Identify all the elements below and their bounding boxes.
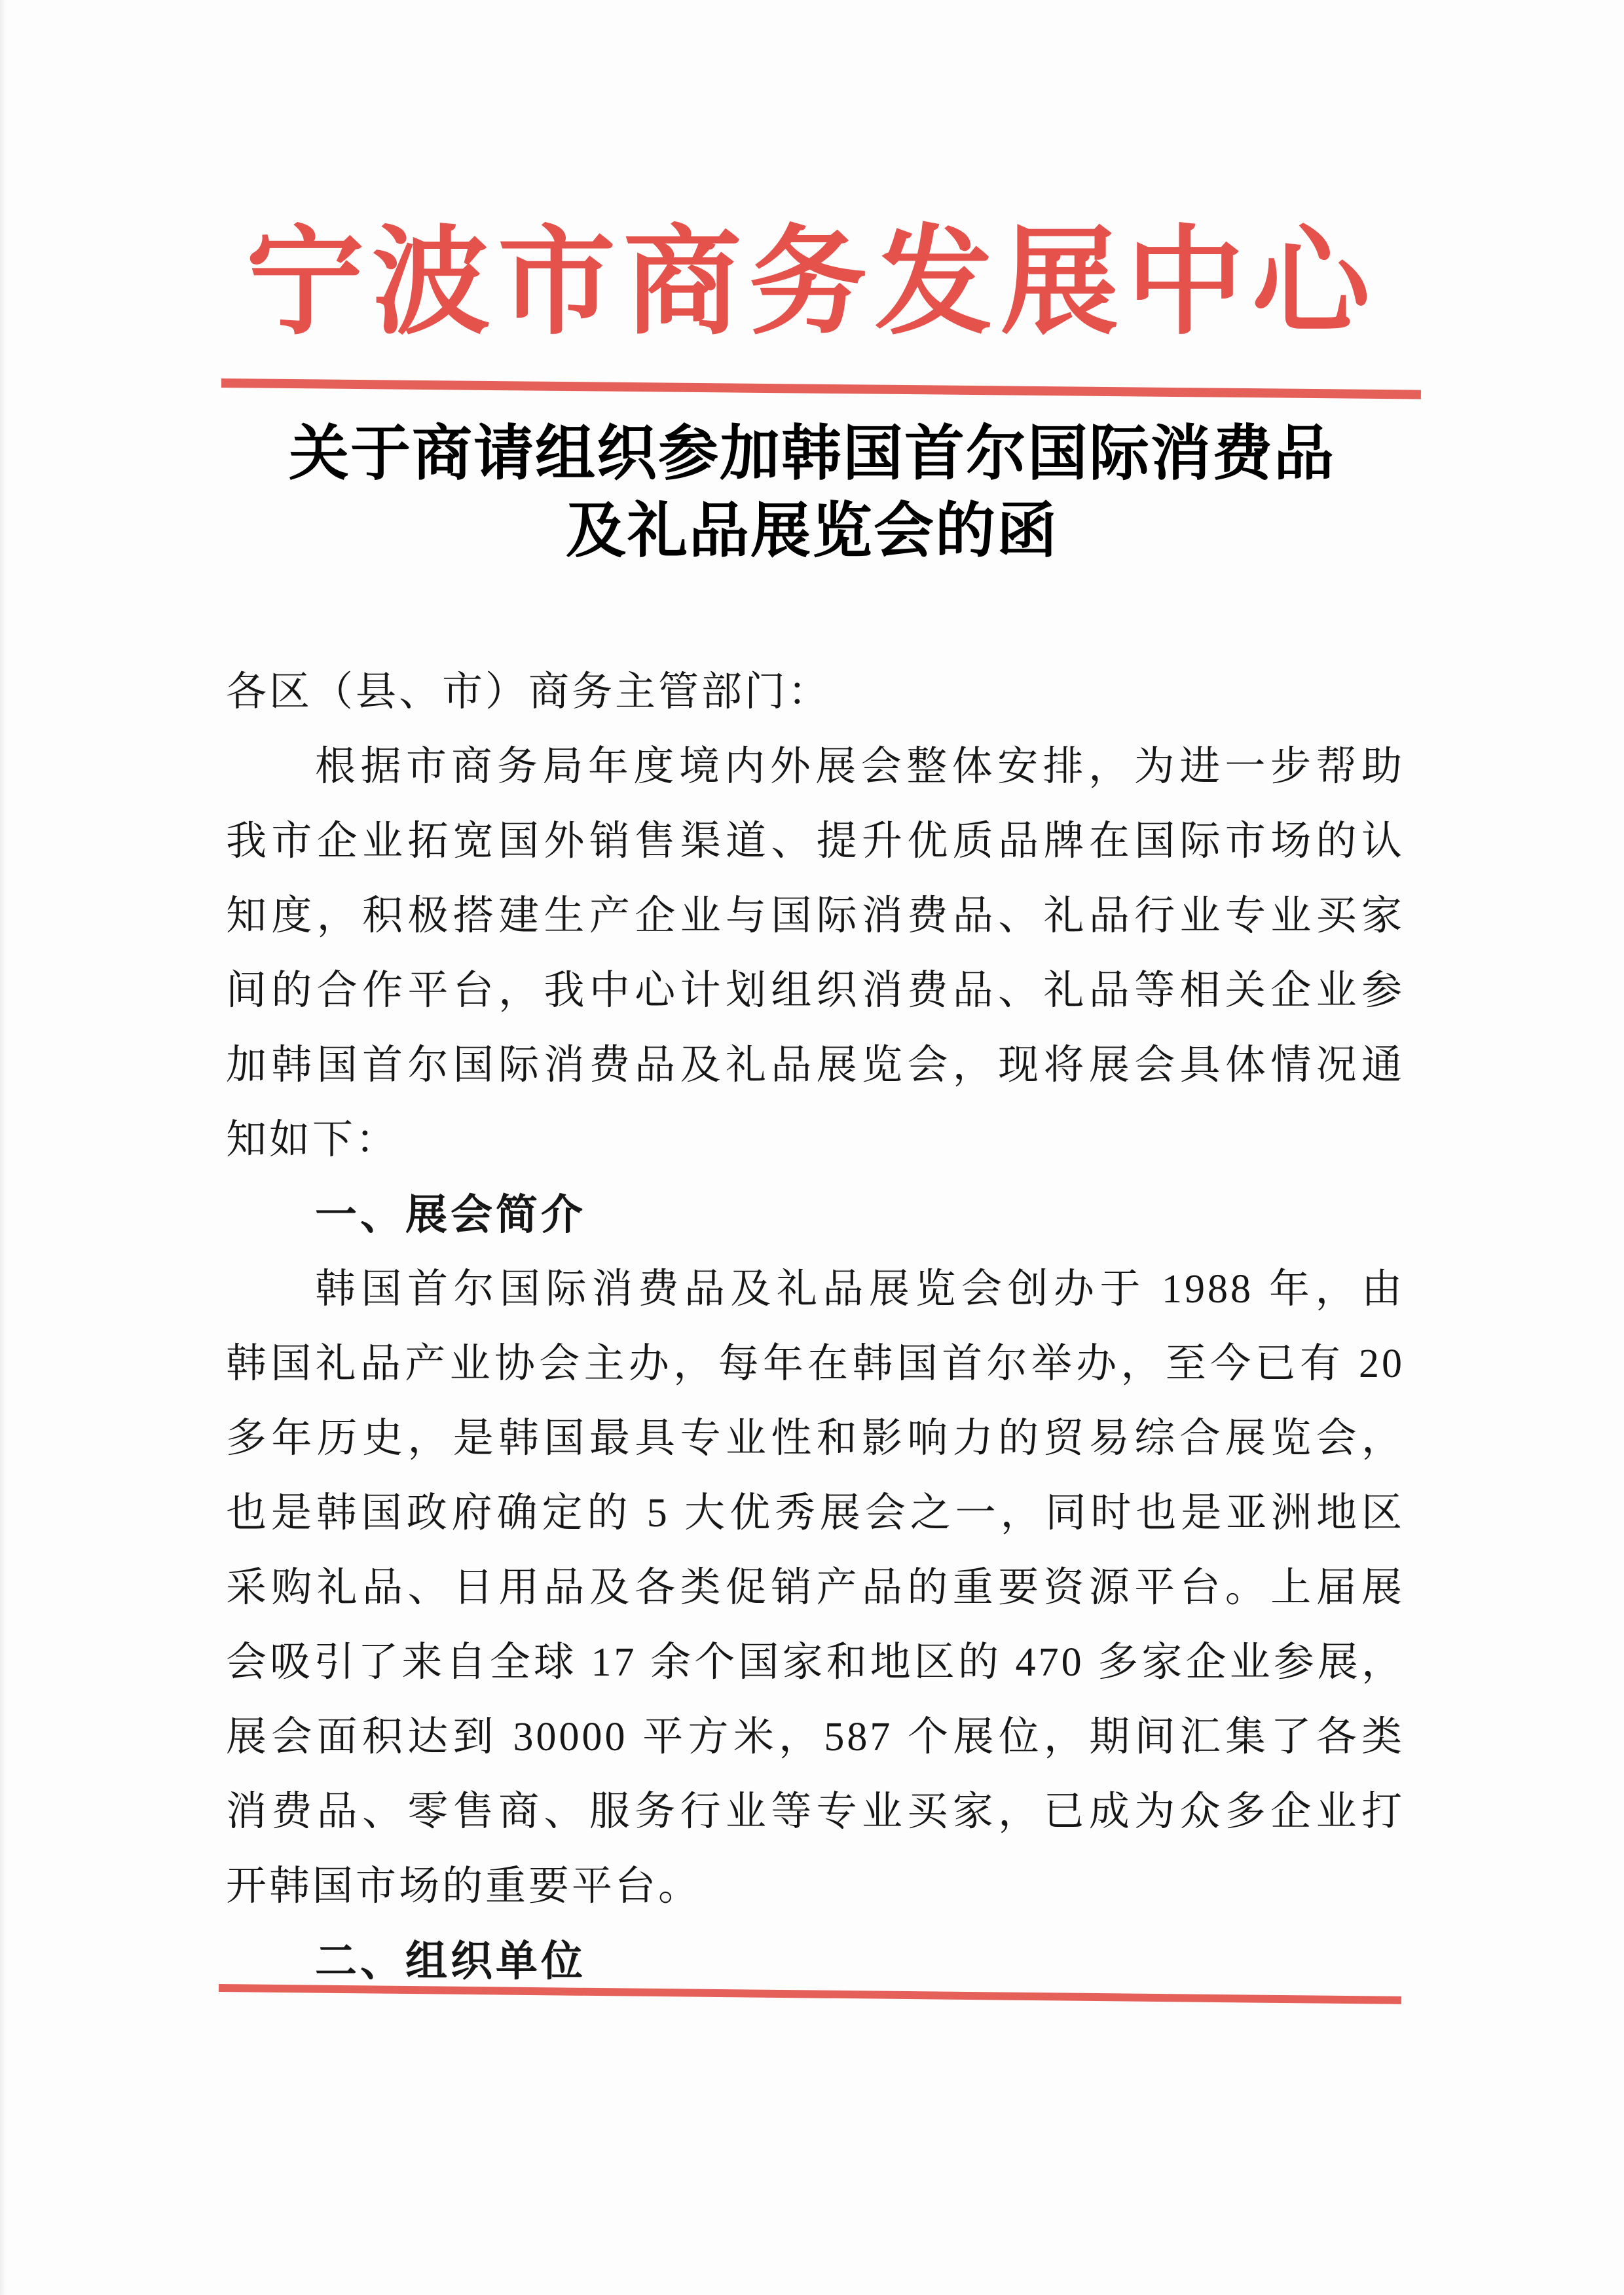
body-line: 根据市商务局年度境内外展会整体安排，为进一步帮助 xyxy=(315,744,1405,789)
body-line: 知如下： xyxy=(226,1118,399,1162)
body-line: 采购礼品、日用品及各类促销产品的重要资源平台。上届展 xyxy=(226,1566,1405,1610)
body-line: 会吸引了来自全球 17 余个国家和地区的 470 多家企业参展， xyxy=(226,1640,1405,1685)
body-line: 消费品、零售商、服务行业等专业买家，已成为众多企业打 xyxy=(226,1790,1405,1834)
document-title-line-2: 及礼品展览会的函 xyxy=(565,498,1058,564)
document-title-line-1: 关于商请组织参加韩国首尔国际消费品 xyxy=(288,420,1335,487)
section-heading: 二、组织单位 xyxy=(315,1937,586,1985)
document-title xyxy=(0,415,1624,570)
body-line: 开韩国市场的重要平台。 xyxy=(226,1864,702,1909)
body-line: 加韩国首尔国际消费品及礼品展览会，现将展会具体情况通 xyxy=(226,1043,1405,1088)
body-line: 各区（县、市）商务主管部门： xyxy=(226,670,832,714)
body-line: 韩国首尔国际消费品及礼品展览会创办于 1988 年，由 xyxy=(315,1267,1405,1312)
body-line: 知度，积极搭建生产企业与国际消费品、礼品行业专业买家 xyxy=(226,894,1405,938)
section-heading: 一、展会简介 xyxy=(315,1191,586,1238)
body-line: 我市企业拓宽国外销售渠道、提升优质品牌在国际市场的认 xyxy=(226,819,1405,864)
body-lines xyxy=(226,655,1405,1998)
body-line: 也是韩国政府确定的 5 大优秀展会之一，同时也是亚洲地区 xyxy=(226,1491,1405,1535)
body-line: 韩国礼品产业协会主办，每年在韩国首尔举办，至今已有 20 xyxy=(226,1342,1405,1386)
letterhead-title: 宁波市商务发展中心 xyxy=(246,218,1378,348)
body-line: 间的合作平台，我中心计划组织消费品、礼品等相关企业参 xyxy=(226,968,1405,1013)
body-line: 多年历史，是韩国最具专业性和影响力的贸易综合展览会， xyxy=(226,1416,1405,1461)
body-line: 展会面积达到 30000 平方米，587 个展位，期间汇集了各类 xyxy=(226,1715,1405,1759)
red-divider-top xyxy=(221,378,1421,399)
